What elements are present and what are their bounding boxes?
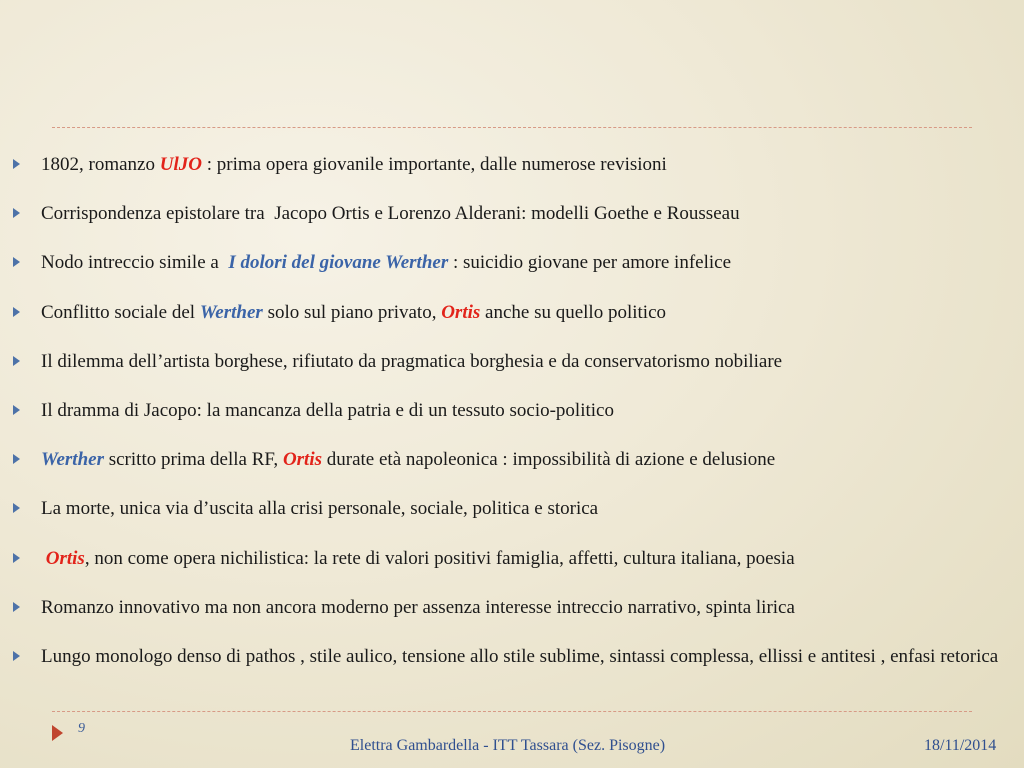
highlighted-title: Ortis bbox=[441, 301, 481, 323]
triangle-right-icon bbox=[13, 356, 20, 366]
bullet-item bbox=[0, 296, 1024, 330]
bullet-text: anche su quello politico bbox=[480, 301, 667, 323]
bullet-item bbox=[0, 542, 1024, 576]
bullet-item bbox=[0, 394, 1024, 428]
triangle-right-icon bbox=[13, 454, 20, 464]
page-number: 9 bbox=[78, 721, 85, 736]
bullet-item bbox=[0, 246, 1024, 280]
bullet-text: Nodo intreccio simile a bbox=[41, 252, 229, 274]
triangle-right-icon bbox=[13, 651, 20, 661]
highlighted-title: Werther bbox=[41, 449, 104, 471]
bullet-item bbox=[0, 345, 1024, 379]
highlighted-title: Ortis bbox=[282, 449, 323, 471]
bullet-text: Conflitto sociale del bbox=[41, 301, 200, 323]
bullet-text: 1802, romanzo bbox=[41, 154, 160, 175]
bullet-text: : prima opera giovanile importante, dalle numerose revisioni bbox=[201, 154, 667, 175]
play-arrow-icon[interactable] bbox=[52, 725, 63, 741]
highlighted-title: Ortis bbox=[45, 547, 85, 569]
bullet-text: durate età napoleonica : impossibilità di azione e delusione bbox=[322, 449, 776, 471]
triangle-right-icon bbox=[13, 602, 20, 612]
bullet-text: Lungo monologo denso di pathos , stile aulico, tensione allo stile sublime, sintassi complessa, ellissi e antitesi , enfasi retorica bbox=[41, 645, 999, 667]
triangle-right-icon bbox=[13, 307, 20, 317]
bullet-text: Romanzo innovativo ma non ancora moderno per assenza interesse intreccio narrativo, spinta lirica bbox=[41, 596, 795, 618]
bullet-item bbox=[0, 492, 1024, 526]
triangle-right-icon bbox=[13, 405, 20, 415]
triangle-right-icon bbox=[13, 208, 20, 218]
triangle-right-icon bbox=[13, 159, 20, 169]
bullet-item bbox=[0, 637, 1024, 676]
bottom-divider bbox=[52, 711, 972, 712]
triangle-right-icon bbox=[13, 553, 20, 563]
highlighted-title: UlJO bbox=[159, 154, 202, 175]
bullet-item bbox=[0, 197, 1024, 231]
bullet-text: Corrispondenza epistolare tra Jacopo Ortis e Lorenzo Alderani: modelli Goethe e Rousseau bbox=[41, 203, 740, 225]
bullet-text: solo sul piano privato, bbox=[262, 301, 442, 323]
bullet-text: Il dramma di Jacopo: la mancanza della patria e di un tessuto socio-politico bbox=[41, 399, 614, 421]
triangle-right-icon bbox=[13, 257, 20, 267]
bullet-text: : suicidio giovane per amore infelice bbox=[448, 252, 732, 274]
bullet-list bbox=[0, 148, 1024, 691]
highlighted-title: I dolori del giovane Werther bbox=[228, 252, 449, 274]
bullet-text: , non come opera nichilistica: la rete di valori positivi famiglia, affetti, cultura italiana, poesia bbox=[84, 547, 795, 569]
bullet-text: La morte, unica via d’uscita alla crisi personale, sociale, politica e storica bbox=[41, 498, 599, 520]
footer-date: 18/11/2014 bbox=[924, 737, 997, 754]
footer-author: Elettra Gambardella - ITT Tassara (Sez. Pisogne) bbox=[350, 737, 666, 754]
bullet-text: scritto prima della RF, bbox=[103, 449, 283, 471]
bullet-item bbox=[0, 148, 1024, 182]
bullet-text: Il dilemma dell’artista borghese, rifiutato da pragmatica borghesia e da conservatorismo nobiliare bbox=[41, 350, 783, 372]
triangle-right-icon bbox=[13, 503, 20, 513]
bullet-item bbox=[0, 591, 1024, 625]
highlighted-title: Werther bbox=[199, 301, 263, 323]
top-divider bbox=[52, 127, 972, 128]
bullet-item bbox=[0, 443, 1024, 477]
